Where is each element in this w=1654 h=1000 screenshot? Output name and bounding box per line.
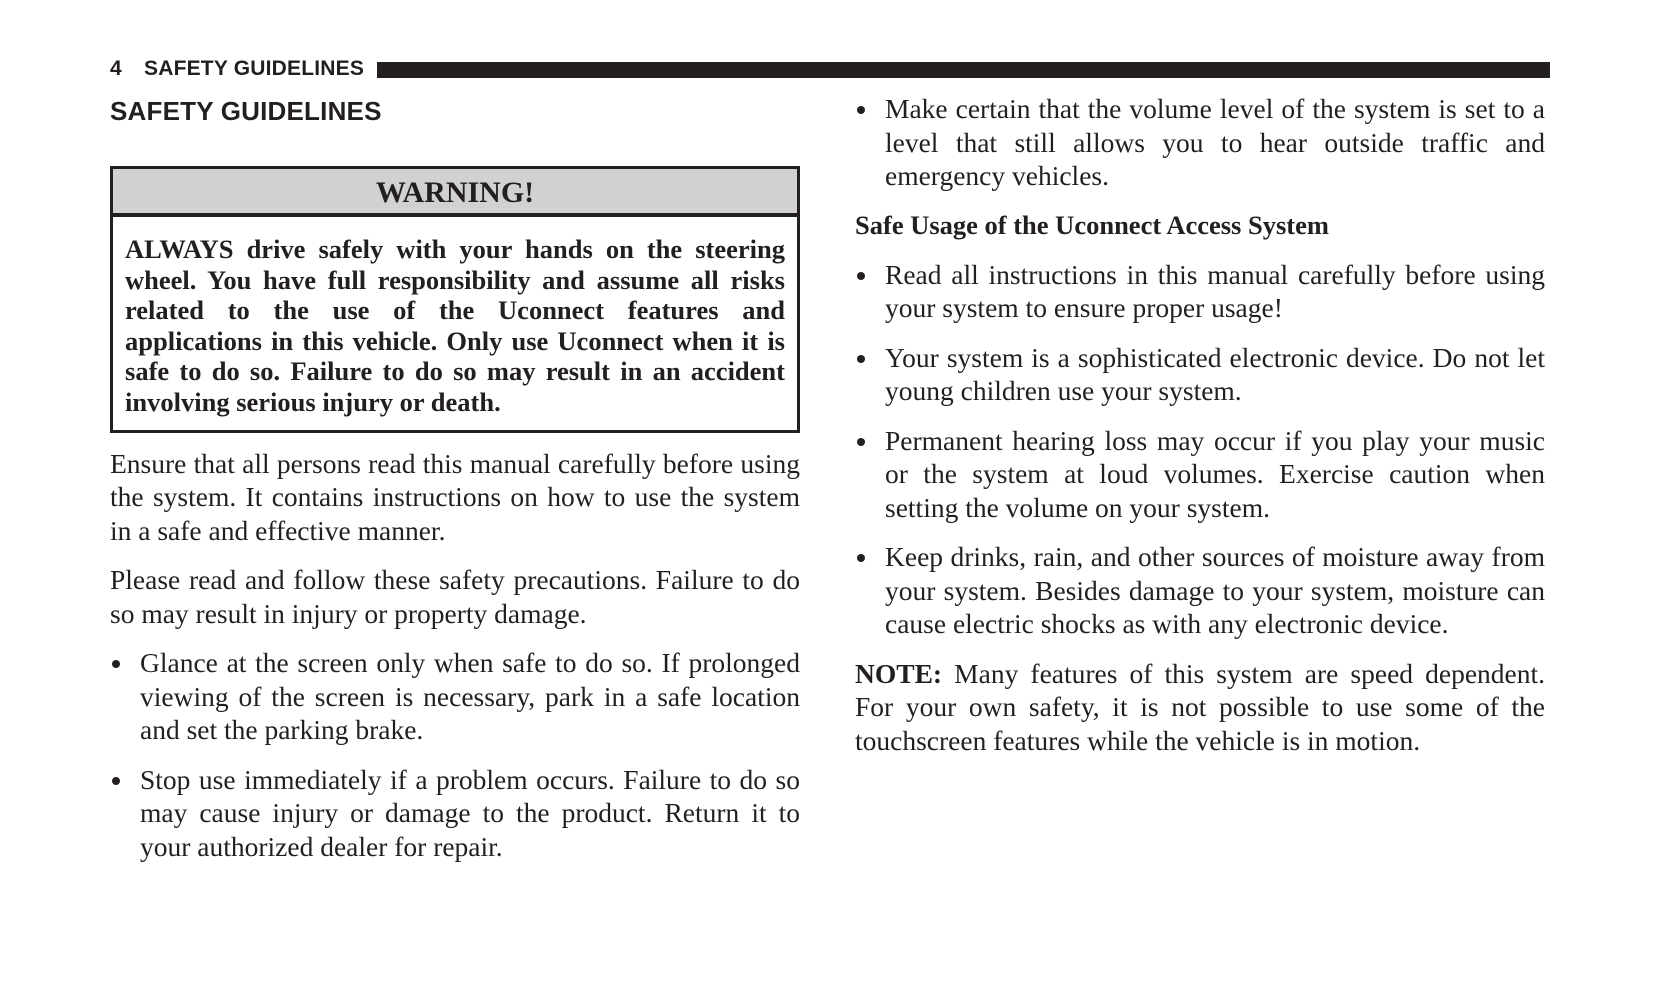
warning-header: WARNING! xyxy=(113,169,797,217)
list-item-text: Permanent hearing loss may occur if you play your music or the system at loud volumes. Exercise caution when setting the volume on your system. xyxy=(885,424,1545,523)
bullet-icon xyxy=(112,777,120,785)
list-item xyxy=(110,763,800,864)
list-item xyxy=(110,646,800,747)
list-item-text: Keep drinks, rain, and other sources of moisture away from your system. Besides damage to your system, moisture can cause electric shocks as with any electronic device. xyxy=(885,541,1545,639)
note-paragraph xyxy=(855,657,1545,758)
right-column xyxy=(855,92,1545,773)
left-bullet-list xyxy=(110,646,800,863)
running-head-title: SAFETY GUIDELINES xyxy=(144,57,365,80)
list-item-text: Read all instructions in this manual carefully before using your system to ensure proper usage! xyxy=(885,258,1545,323)
list-item xyxy=(855,424,1545,525)
bullet-icon xyxy=(857,106,865,114)
note-label: NOTE: xyxy=(855,657,943,689)
bullet-icon xyxy=(112,660,120,668)
warning-body: ALWAYS drive safely with your hands on the steering wheel. You have full responsibility and assume all risks related to the use of the Uconnect features and applications in this vehicle. Only use Uconnect when it is safe to do so. Failure to do so may result in an accident involving serious injury or death. xyxy=(125,234,785,417)
list-item-text: Make certain that the volume level of the system is set to a level that still allows you to hear outside traffic and emergency vehicles. xyxy=(885,93,1545,191)
list-item-text: Your system is a sophisticated electronic device. Do not let young children use your system. xyxy=(885,341,1545,406)
bullet-icon xyxy=(857,272,865,280)
intro-paragraph: Ensure that all persons read this manual carefully before using the system. It contains instructions on how to use the system in a safe and effective manner. xyxy=(110,447,800,546)
bullet-icon xyxy=(857,438,865,446)
right-bullet-list xyxy=(855,258,1545,641)
note-text: Many features of this system are speed dependent. For your own safety, it is not possible to use some of the touchscreen features while the vehicle is in motion. xyxy=(855,657,1545,756)
list-item xyxy=(855,92,1545,193)
page-number: 4 xyxy=(110,57,122,80)
bullet-icon xyxy=(857,554,865,562)
header-rule xyxy=(377,62,1550,78)
running-head xyxy=(110,57,1550,81)
right-top-bullet-list xyxy=(855,92,1545,193)
bullet-icon xyxy=(857,355,865,363)
warning-box xyxy=(110,166,800,433)
list-item xyxy=(855,258,1545,325)
list-item-text: Glance at the screen only when safe to do so. If prolonged viewing of the screen is necessary, park in a safe location and set the parking brake. xyxy=(140,647,800,746)
subheading: Safe Usage of the Uconnect Access System xyxy=(855,209,1329,240)
list-item-text: Stop use immediately if a problem occurs. Failure to do so may cause injury or damage to the product. Return it to your authorized dealer for repair. xyxy=(140,763,800,862)
left-column xyxy=(110,92,800,879)
section-title: SAFETY GUIDELINES xyxy=(110,96,382,126)
list-item xyxy=(855,540,1545,641)
precautions-paragraph: Please read and follow these safety precautions. Failure to do so may result in injury or property damage. xyxy=(110,564,800,629)
list-item xyxy=(855,341,1545,408)
